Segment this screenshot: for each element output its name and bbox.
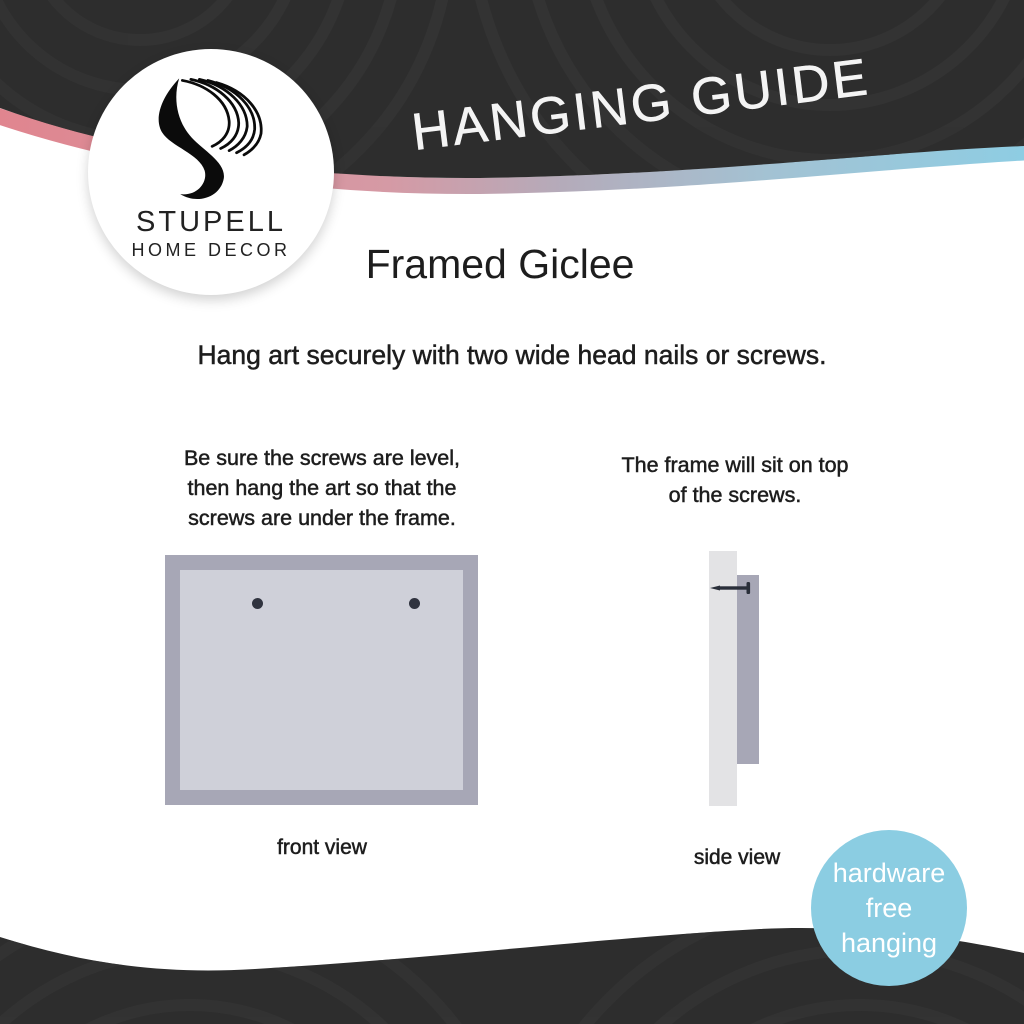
stupell-s-icon: [150, 73, 270, 208]
front-instruction-line-2: then hang the art so that the: [187, 476, 457, 500]
page-title: HANGING GUIDE: [408, 48, 874, 162]
badge-line-2: free: [865, 892, 913, 923]
tagline: Hang art securely with two wide head nails or screws.: [197, 340, 827, 370]
nail-icon: [710, 580, 756, 596]
front-instruction-line-3: screws are under the frame.: [188, 506, 456, 530]
screw-dot-right: [409, 598, 420, 609]
badge-line-1: hardware: [832, 857, 946, 888]
front-view-frame-diagram: [165, 555, 478, 805]
brand-name: STUPELL: [136, 206, 286, 238]
side-instruction-line-2: of the screws.: [668, 483, 802, 507]
front-view-caption: front view: [277, 836, 367, 859]
side-view-caption: side view: [693, 846, 781, 869]
front-instruction-line-1: Be sure the screws are level,: [183, 446, 461, 470]
front-view-frame-mat: [180, 570, 463, 790]
side-view-instruction: [545, 450, 925, 510]
badge-line-3: hanging: [840, 927, 938, 958]
brand-subtitle: HOME DECOR: [131, 240, 291, 260]
hardware-free-badge: [811, 830, 967, 986]
front-view-instruction: [132, 443, 512, 533]
side-instruction-line-1: The frame will sit on top: [621, 453, 849, 477]
brand-logo: [88, 49, 334, 295]
product-type-heading: Framed Giclee: [365, 241, 635, 287]
side-view-frame-bar: [737, 575, 759, 764]
screw-dot-left: [252, 598, 263, 609]
